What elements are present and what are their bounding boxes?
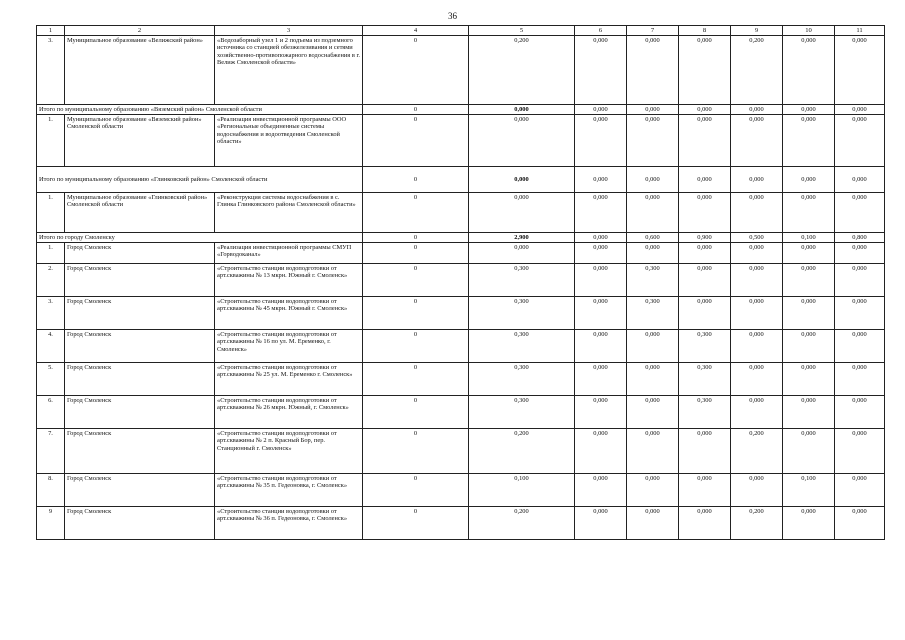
value-cell: 0,000 [469,167,575,193]
table-row [37,243,885,264]
value-cell: 0,000 [627,115,679,167]
project-cell: «Строительство станции водоподготовки от арт.скважины № 13 мкрн. Южный г. Смоленск» [215,264,363,297]
header-cell: 6 [575,26,627,36]
header-cell: 3 [215,26,363,36]
row-number: 4. [37,330,65,363]
value-cell: 0,900 [679,233,731,243]
value-cell: 0,000 [835,264,885,297]
value-cell: 0,000 [835,507,885,540]
organization-cell: Город Смоленск [65,474,215,507]
value-cell: 0,200 [469,429,575,474]
row-number: 3. [37,297,65,330]
value-cell: 0,000 [575,115,627,167]
value-cell: 0,000 [731,396,783,429]
budget-table [36,25,885,540]
value-cell: 0,100 [783,474,835,507]
value-cell: 0,000 [679,507,731,540]
header-cell: 9 [731,26,783,36]
header-cell: 4 [363,26,469,36]
row-number: 9 [37,507,65,540]
value-cell: 0,000 [679,105,731,115]
organization-cell: Город Смоленск [65,297,215,330]
value-cell: 0,000 [731,167,783,193]
value-cell: 0,000 [575,474,627,507]
table-row [37,396,885,429]
value-cell: 0,000 [469,243,575,264]
header-cell: 10 [783,26,835,36]
row-number: 1. [37,243,65,264]
value-cell: 0,000 [731,243,783,264]
organization-cell: Муниципальное образование «Вяземский район» Смоленской области [65,115,215,167]
row-number: 5. [37,363,65,396]
value-cell: 0,000 [835,167,885,193]
value-cell: 0,000 [575,363,627,396]
value-cell: 0,000 [835,429,885,474]
header-cell: 7 [627,26,679,36]
value-cell: 0,000 [627,474,679,507]
value-cell: 0,300 [627,264,679,297]
value-cell: 0,300 [469,396,575,429]
value-cell: 0,800 [835,233,885,243]
header-cell: 5 [469,26,575,36]
value-cell: 0,000 [731,363,783,396]
value-cell: 0,000 [731,330,783,363]
row-number: 6. [37,396,65,429]
project-cell: «Строительство станции водоподготовки от арт.скважины № 35 п. Гедеоновка, г. Смоленск» [215,474,363,507]
organization-cell: Муниципальное образование «Велижский район» [65,36,215,105]
value-cell: 0 [363,167,469,193]
value-cell: 0,100 [469,474,575,507]
table-row [37,429,885,474]
value-cell: 0 [363,429,469,474]
row-number: 8. [37,474,65,507]
value-cell: 0,300 [679,330,731,363]
value-cell: 0,000 [783,330,835,363]
total-row [37,233,885,243]
value-cell: 0,000 [783,193,835,233]
row-number: 3. [37,36,65,105]
organization-cell: Город Смоленск [65,330,215,363]
organization-cell: Город Смоленск [65,363,215,396]
value-cell: 0,000 [679,167,731,193]
total-label: Итого по муниципальному образованию «Вяземский район» Смоленской области [37,105,363,115]
value-cell: 0,300 [469,297,575,330]
value-cell: 0,200 [731,429,783,474]
value-cell: 0,000 [575,193,627,233]
value-cell: 0 [363,36,469,105]
value-cell: 0,000 [575,507,627,540]
value-cell: 0,000 [783,429,835,474]
value-cell: 0,300 [469,330,575,363]
table-row [37,115,885,167]
value-cell: 0,000 [575,396,627,429]
table-row [37,474,885,507]
value-cell: 0,300 [679,363,731,396]
value-cell: 0,000 [575,243,627,264]
value-cell: 0,000 [783,396,835,429]
project-cell: «Строительство станции водоподготовки от арт.скважины № 45 мкрн. Южный г. Смоленск» [215,297,363,330]
value-cell: 0,300 [469,363,575,396]
value-cell: 0,100 [783,233,835,243]
value-cell: 0,000 [783,507,835,540]
row-number: 7. [37,429,65,474]
value-cell: 0,000 [679,193,731,233]
value-cell: 0,000 [835,193,885,233]
value-cell: 0,200 [731,507,783,540]
project-cell: «Водозаборный узел 1 и 2 подъема из подземного источника со станцией обезжелезивания и сетями хозяйственно-противопожарного водоснабжения в г. Велиж Смоленской области» [215,36,363,105]
organization-cell: Город Смоленск [65,396,215,429]
organization-cell: Город Смоленск [65,429,215,474]
value-cell: 0,000 [783,115,835,167]
value-cell: 0,000 [679,429,731,474]
value-cell: 0,000 [627,396,679,429]
value-cell: 0 [363,264,469,297]
value-cell: 0,000 [835,115,885,167]
value-cell: 0,000 [469,193,575,233]
project-cell: «Строительство станции водоподготовки от арт.скважины № 16 по ул. М. Еременко, г. Смоленск» [215,330,363,363]
header-cell: 11 [835,26,885,36]
value-cell: 0,000 [783,297,835,330]
value-cell: 0,000 [731,297,783,330]
value-cell: 0,000 [783,105,835,115]
value-cell: 0,000 [627,167,679,193]
page-number: 36 [448,11,457,21]
total-row [37,167,885,193]
value-cell: 0,200 [469,507,575,540]
value-cell: 0 [363,507,469,540]
value-cell: 0,000 [835,105,885,115]
value-cell: 0 [363,243,469,264]
value-cell: 0,000 [627,429,679,474]
value-cell: 0,000 [627,243,679,264]
value-cell: 0,000 [783,167,835,193]
value-cell: 0,000 [575,330,627,363]
value-cell: 0,000 [469,105,575,115]
total-label: Итого по городу Смоленску [37,233,363,243]
value-cell: 0 [363,233,469,243]
total-row [37,105,885,115]
table-row [37,297,885,330]
table-row [37,193,885,233]
value-cell: 0,600 [627,233,679,243]
value-cell: 0,000 [835,330,885,363]
row-number: 2. [37,264,65,297]
value-cell: 2,900 [469,233,575,243]
value-cell: 0,000 [731,264,783,297]
project-cell: «Реализация инвестиционной программы СМУП «Горводоканал» [215,243,363,264]
value-cell: 0,000 [469,115,575,167]
value-cell: 0,000 [627,105,679,115]
value-cell: 0,300 [627,297,679,330]
project-cell: «Строительство станции водоподготовки от арт.скважины № 26 мкрн. Южный, г. Смоленск» [215,396,363,429]
project-cell: «Строительство станции водоподготовки от арт.скважины № 25 ул. М. Еременко г. Смоленск» [215,363,363,396]
table-row [37,507,885,540]
table-row [37,363,885,396]
value-cell: 0,000 [679,474,731,507]
value-cell: 0 [363,193,469,233]
row-number: 1. [37,115,65,167]
value-cell: 0,200 [469,36,575,105]
value-cell: 0,000 [679,36,731,105]
value-cell: 0,000 [783,363,835,396]
value-cell: 0,000 [783,243,835,264]
value-cell: 0,300 [469,264,575,297]
organization-cell: Муниципальное образование «Глинковский район» Смоленской области [65,193,215,233]
value-cell: 0 [363,297,469,330]
value-cell: 0,000 [731,105,783,115]
value-cell: 0,000 [835,243,885,264]
project-cell: «Реконструкция системы водоснабжения в с. Глинка Глинковского района Смоленской области» [215,193,363,233]
value-cell: 0,000 [835,297,885,330]
table-header-row [37,26,885,36]
table-row [37,330,885,363]
value-cell: 0,000 [835,363,885,396]
header-cell: 1 [37,26,65,36]
value-cell: 0,000 [627,36,679,105]
organization-cell: Город Смоленск [65,507,215,540]
project-cell: «Строительство станции водоподготовки от арт.скважины № 36 п. Гедеоновка, г. Смоленск» [215,507,363,540]
value-cell: 0,000 [575,264,627,297]
value-cell: 0,000 [783,36,835,105]
value-cell: 0,000 [835,396,885,429]
value-cell: 0 [363,115,469,167]
value-cell: 0 [363,474,469,507]
value-cell: 0,000 [731,474,783,507]
value-cell: 0 [363,105,469,115]
total-label: Итого по муниципальному образованию «Глинковский район» Смоленской области [37,167,363,193]
project-cell: «Реализация инвестиционной программы ООО «Региональные объединенные системы водоснабжения и водоотведения Смоленской области» [215,115,363,167]
header-cell: 2 [65,26,215,36]
table-row [37,264,885,297]
project-cell: «Строительство станции водоподготовки от арт.скважины № 2 п. Красный Бор, пер. Станционный г. Смоленск» [215,429,363,474]
value-cell: 0 [363,330,469,363]
value-cell: 0,000 [575,167,627,193]
value-cell: 0,000 [731,193,783,233]
table-row [37,36,885,105]
organization-cell: Город Смоленск [65,264,215,297]
value-cell: 0,000 [627,330,679,363]
value-cell: 0,000 [627,193,679,233]
value-cell: 0,000 [679,297,731,330]
value-cell: 0,000 [627,363,679,396]
value-cell: 0,000 [575,233,627,243]
value-cell: 0,300 [679,396,731,429]
value-cell: 0,000 [575,36,627,105]
value-cell: 0,000 [627,507,679,540]
value-cell: 0,000 [731,115,783,167]
value-cell: 0,000 [679,243,731,264]
value-cell: 0,000 [835,36,885,105]
value-cell: 0,000 [679,115,731,167]
organization-cell: Город Смоленск [65,243,215,264]
value-cell: 0,200 [731,36,783,105]
value-cell: 0,000 [575,105,627,115]
value-cell: 0,000 [835,474,885,507]
value-cell: 0 [363,363,469,396]
value-cell: 0 [363,396,469,429]
row-number: 1. [37,193,65,233]
value-cell: 0,500 [731,233,783,243]
header-cell: 8 [679,26,731,36]
value-cell: 0,000 [575,297,627,330]
value-cell: 0,000 [679,264,731,297]
value-cell: 0,000 [575,429,627,474]
value-cell: 0,000 [783,264,835,297]
